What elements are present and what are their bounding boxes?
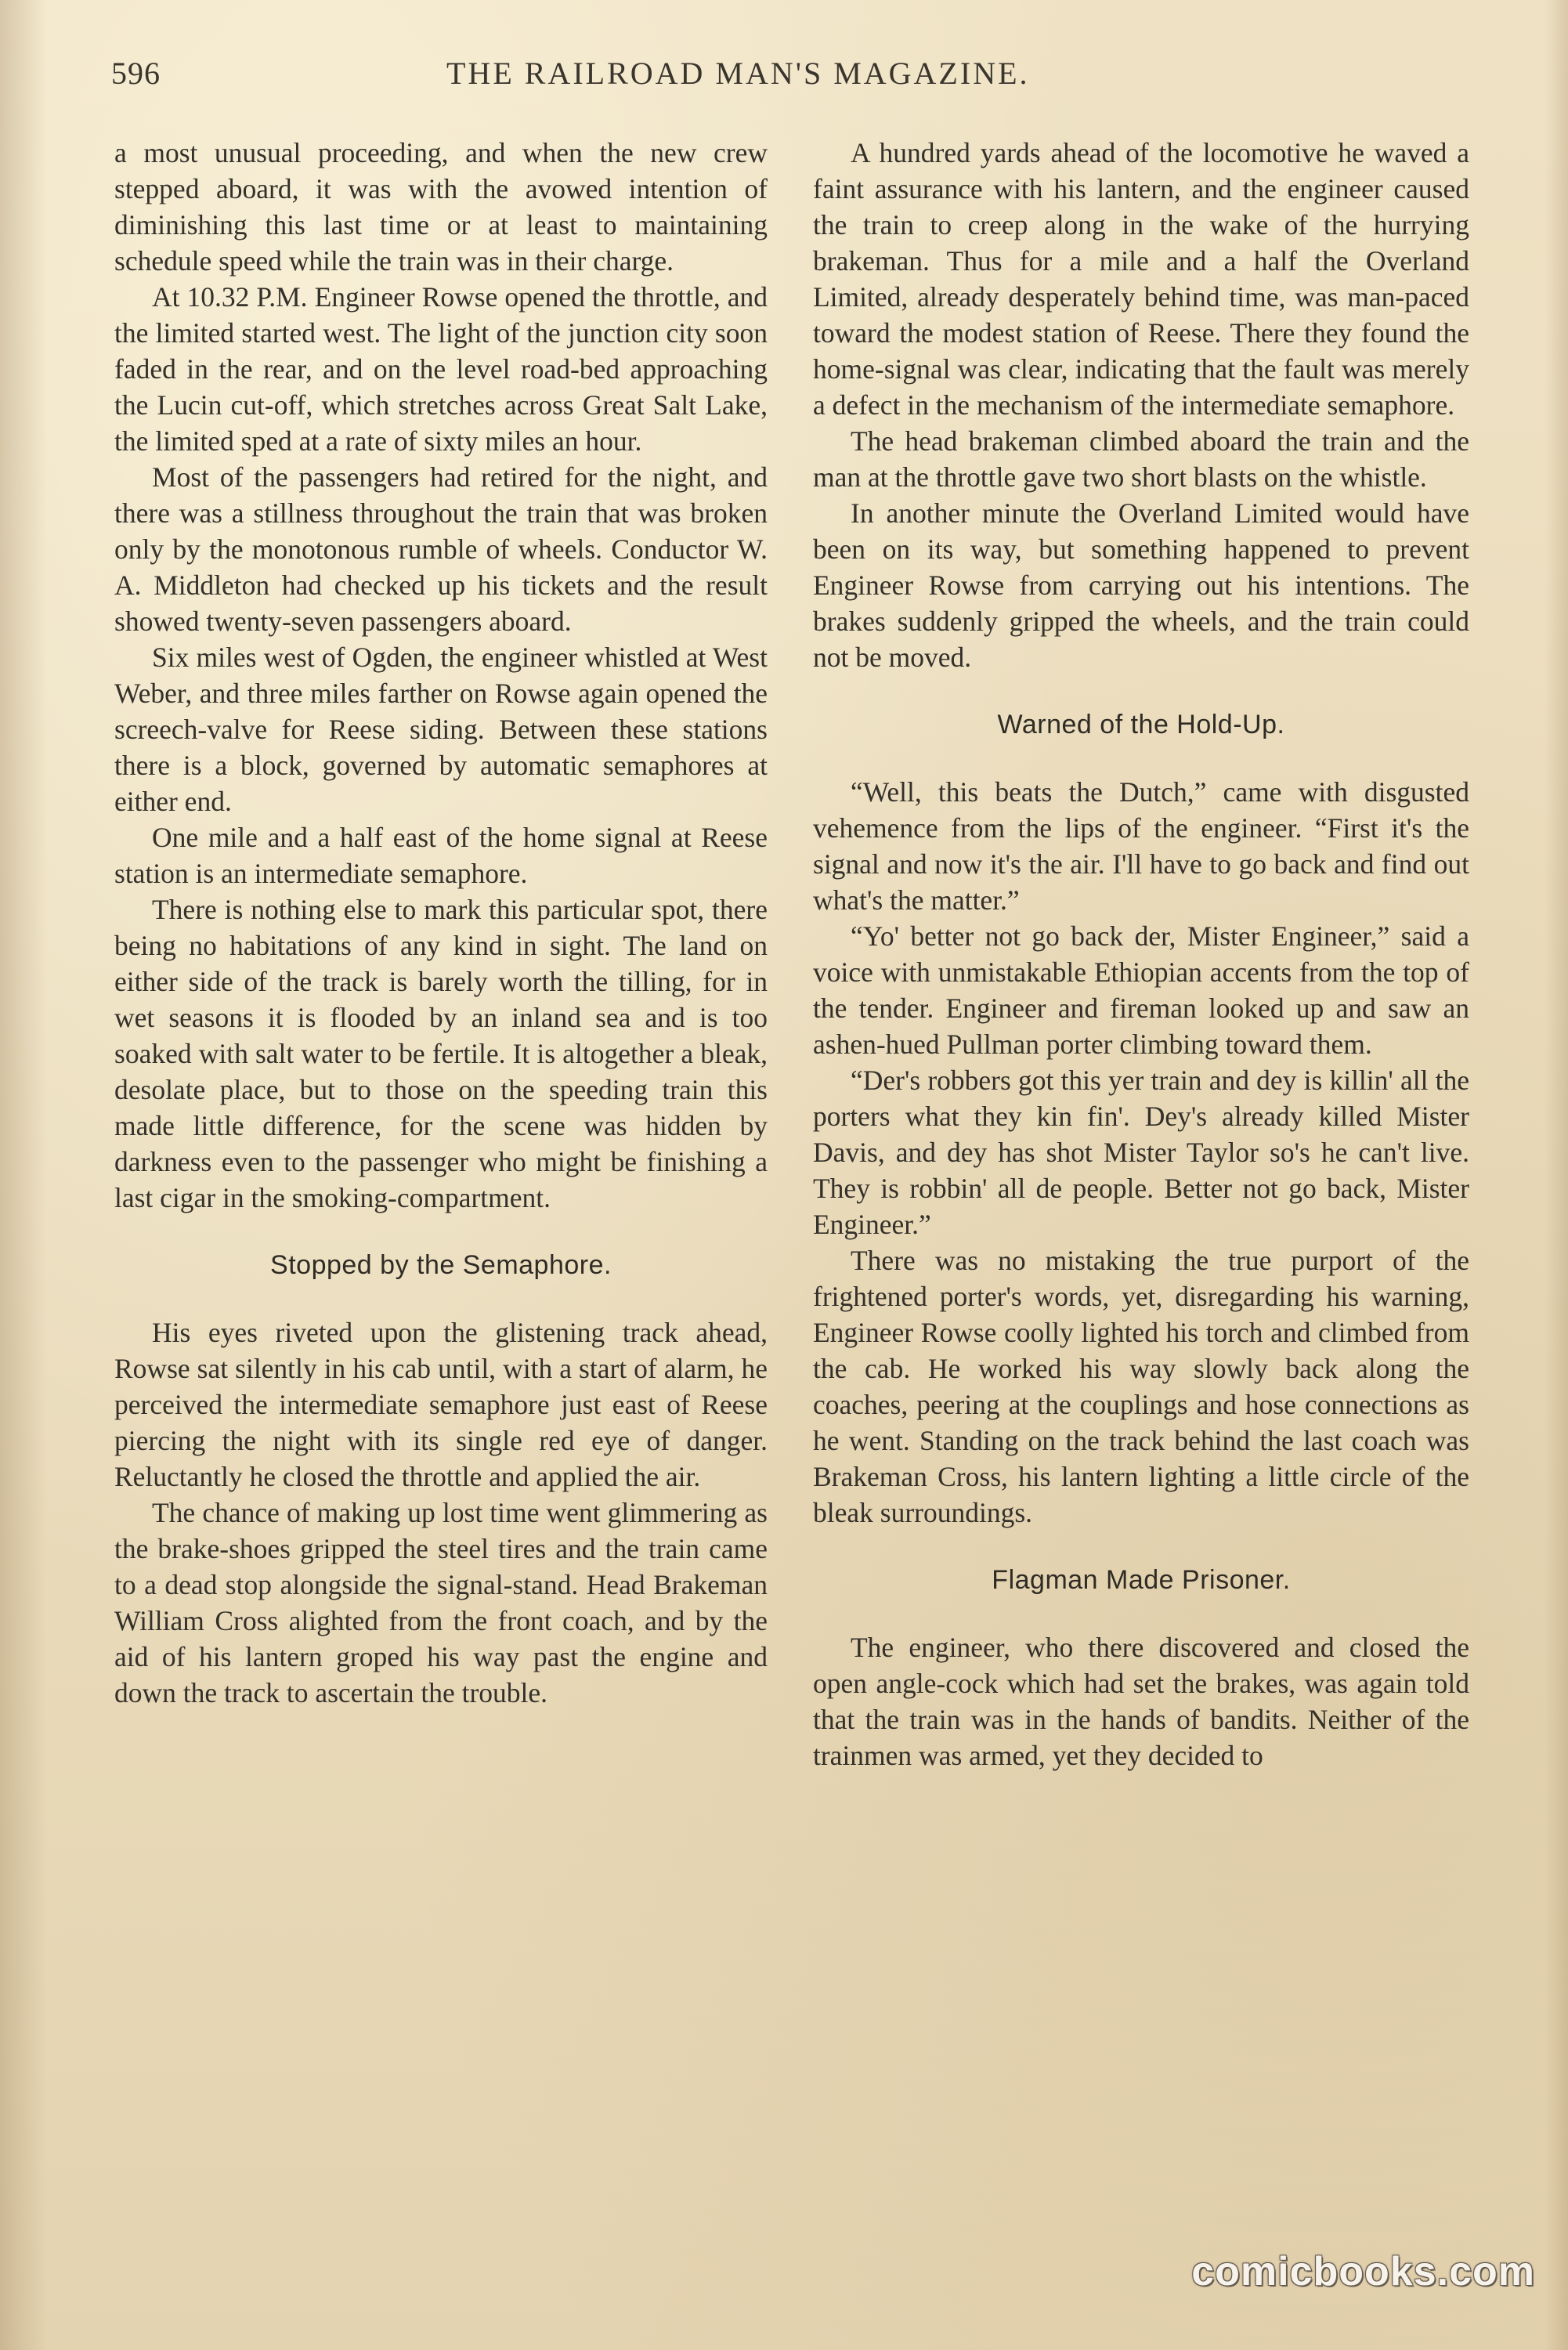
paragraph: One mile and a half east of the home signal at Reese station is an intermediate semaphore. [114, 822, 768, 889]
paragraph: “Der's robbers got this yer train and dey is killin' all the porters what they kin fin'. Dey's already killed Mister Davis, and dey has shot Mister Taylor so's he can't live. They is robbin' all de people. Better not go back, Mister Engineer.” [813, 1065, 1469, 1240]
paragraph: At 10.32 P.M. Engineer Rowse opened the throttle, and the limited started west. The light of the junction city soon faded in the rear, and on the level road-bed approaching the Lucin cut-off, which stretches across Great Salt Lake, the limited sped at a rate of sixty miles an hour. [114, 281, 768, 457]
paragraph: Six miles west of Ogden, the engineer whistled at West Weber, and three miles farther on Rowse again opened the screech-valve for Reese siding. Between these stations there is a block, governed by automatic semaphores at either end. [114, 642, 768, 817]
paragraph: There was no mistaking the true purport of the frightened porter's words, yet, disregarding his warning, Engineer Rowse coolly lighted his torch and climbed from the cab. He worked his way slowly back along the coaches, peering at the couplings and hose connections as he went. Standing on the track behind the last coach was Brakeman Cross, his lantern lighting a little circle of the bleak surroundings. [813, 1245, 1469, 1528]
section-subheading: Stopped by the Semaphore. [270, 1250, 612, 1280]
watermark-logo: comicbooks.com [1191, 2249, 1535, 2294]
page-number: 596 [111, 56, 161, 91]
running-head: THE RAILROAD MAN'S MAGAZINE. [446, 56, 1030, 91]
paragraph: “Well, this beats the Dutch,” came with disgusted vehemence from the lips of the engineer. “First it's the signal and now it's the air. I'll have to go back and find out what's the matter.” [813, 776, 1469, 916]
paragraph: In another minute the Overland Limited would have been on its way, but something happened to prevent Engineer Rowse from carrying out his intentions. The brakes suddenly gripped the wheels, and the train could not be moved. [813, 497, 1469, 673]
paragraph: His eyes riveted upon the glistening track ahead, Rowse sat silently in his cab until, with a start of alarm, he perceived the intermediate semaphore just east of Reese piercing the night with its single red eye of danger. Reluctantly he closed the throttle and applied the air. [114, 1317, 768, 1492]
left-column [114, 135, 768, 1711]
section-subheading: Flagman Made Prisoner. [992, 1565, 1291, 1595]
paragraph: The head brakeman climbed aboard the train and the man at the throttle gave two short blasts on the whistle. [813, 425, 1469, 493]
page-edge-shadow-left [0, 0, 47, 2350]
page-edge-shadow-right [1545, 0, 1568, 2350]
paragraph: A hundred yards ahead of the locomotive he waved a faint assurance with his lantern, and the engineer caused the train to creep along in the wake of the hurrying brakeman. Thus for a mile and a half the Overland Limited, already desperately behind time, was man-paced toward the modest station of Reese. There they found the home-signal was clear, indicating that the fault was merely a defect in the mechanism of the intermediate semaphore. [813, 137, 1469, 421]
paragraph: The engineer, who there discovered and closed the open angle-cock which had set the brakes, was again told that the train was in the hands of bandits. Neither of the trainmen was armed, yet they decided to [813, 1632, 1469, 1771]
paragraph: Most of the passengers had retired for the night, and there was a stillness throughout the train that was broken only by the monotonous rumble of wheels. Conductor W. A. Middleton had checked up his tickets and the result showed twenty-seven passengers aboard. [114, 461, 768, 637]
section-subheading: Warned of the Hold-Up. [997, 710, 1285, 739]
paragraph: The chance of making up lost time went glimmering as the brake-shoes gripped the steel tires and the train came to a dead stop alongside the signal-stand. Head Brakeman William Cross alighted from the front coach, and by the aid of his lantern groped his way past the engine and down the track to ascertain the trouble. [114, 1497, 768, 1708]
paragraph: a most unusual proceeding, and when the new crew stepped aboard, it was with the avowed intention of diminishing this last time or at least to maintaining schedule speed while the train was in their charge. [114, 137, 768, 277]
paragraph: There is nothing else to mark this particular spot, there being no habitations of any kind in sight. The land on either side of the track is barely worth the tilling, for in wet seasons it is flooded by an inland sea and is too soaked with salt water to be fertile. It is altogether a bleak, desolate place, but to those on the speeding train this made little difference, for the scene was hidden by darkness even to the passenger who might be finishing a last cigar in the smoking-compartment. [114, 894, 768, 1213]
paragraph: “Yo' better not go back der, Mister Engineer,” said a voice with unmistakable Ethiopian accents from the top of the tender. Engineer and fireman looked up and saw an ashen-hued Pullman porter climbing toward them. [813, 920, 1469, 1060]
right-column [813, 135, 1469, 1773]
